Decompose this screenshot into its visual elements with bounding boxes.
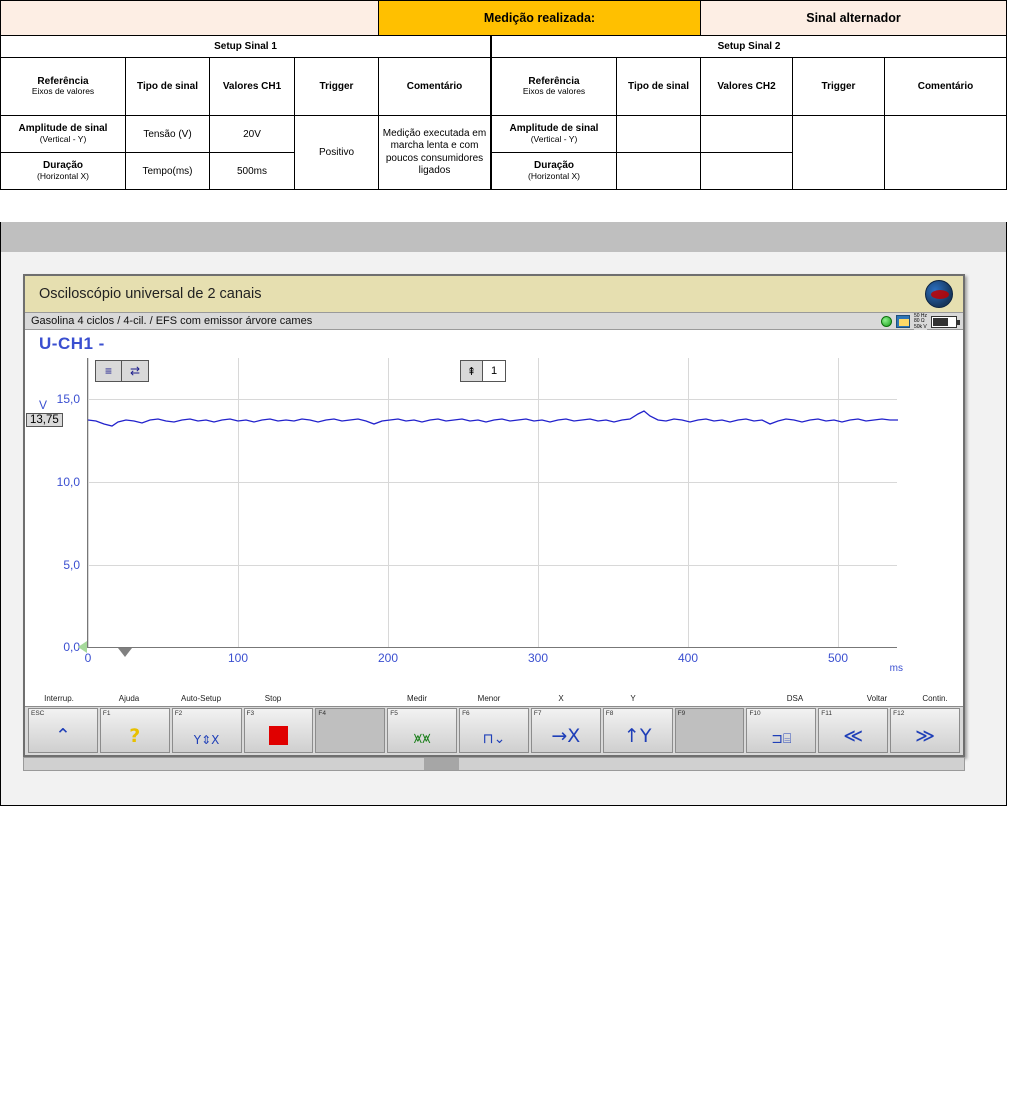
save-icon[interactable]: [896, 315, 910, 328]
key-fn-label: F8: [605, 710, 614, 717]
key-interrupt[interactable]: [28, 708, 98, 753]
setup1-row1-label-sub: (Horizontal X): [37, 170, 89, 181]
waveform-trace: [88, 358, 898, 648]
plot-area: [30, 358, 903, 674]
measure-waveform-icon: ⩙⩙: [413, 729, 431, 747]
key-smaller[interactable]: [459, 708, 529, 753]
setup-tables: [0, 35, 1007, 190]
square-wave-down-icon: ⊓⌄: [482, 731, 506, 747]
softkey-label: Voltar: [866, 694, 888, 703]
setup1-trigger-value: Positivo: [295, 116, 379, 190]
x-tick-label: 200: [377, 651, 399, 665]
key-fn-label: F1: [102, 710, 111, 717]
scope-title-bar: [25, 276, 963, 312]
softkey-label: Ajuda: [118, 694, 140, 703]
scope-scrollbar[interactable]: [23, 757, 965, 771]
setup1-header-values: Valores CH1: [210, 58, 295, 116]
setup1-title: Setup Sinal 1: [1, 36, 491, 58]
key-help[interactable]: [100, 708, 170, 753]
setup1-row0-signal-type: Tensão (V): [126, 116, 210, 153]
x-tick-label: 400: [677, 651, 699, 665]
time-cursor-marker-icon[interactable]: [118, 648, 132, 657]
auto-setup-icon: Y⇕X: [193, 733, 220, 747]
trigger-channel-value: 1: [483, 361, 505, 381]
measurement-label: Medição realizada:: [379, 1, 701, 35]
key-fn-label: ESC: [31, 710, 45, 717]
separator-band: [0, 222, 1007, 252]
y-tick-label: 0,0: [63, 640, 80, 654]
setup2-trigger-value: [793, 116, 885, 190]
scope-title: Osciloscópio universal de 2 canais: [39, 286, 262, 302]
scope-subtitle-bar: [25, 312, 963, 330]
setup2-row1-signal-type: [617, 153, 701, 190]
bosch-logo-icon: [925, 280, 953, 308]
key-fn-label: F9: [677, 710, 686, 717]
setup1-comment-value: Medição executada em marcha lenta e com poucos consumidores ligados: [379, 116, 491, 190]
key-dsa[interactable]: [746, 708, 816, 753]
level-cursor-marker-icon[interactable]: [78, 641, 87, 653]
setup2-header-trigger: Trigger: [793, 58, 885, 116]
key-y[interactable]: [603, 708, 673, 753]
softkey-label: Auto-Setup: [180, 694, 222, 703]
setup2-title: Setup Sinal 2: [492, 36, 1007, 58]
setup1-row1-label-main: Duração: [42, 160, 83, 172]
key-fn-label: F7: [533, 710, 542, 717]
softkey-label: Contin.: [922, 694, 948, 703]
setup1-header-reference-sub: Eixos de valores: [31, 86, 95, 97]
setup2-header-reference-sub: Eixos de valores: [522, 86, 586, 97]
setup2-row0-label-main: Amplitude de sinal: [509, 123, 599, 135]
measurement-info-icon: [914, 314, 927, 330]
softkey-label: X: [558, 694, 564, 703]
softkey-label-row: [25, 694, 963, 706]
key-stop[interactable]: [244, 708, 314, 753]
setup1-row0-value: 20V: [210, 116, 295, 153]
x-tick-label: 500: [827, 651, 849, 665]
table-row: [492, 116, 1007, 153]
key-fn-label: F3: [246, 710, 255, 717]
setup-signal-2-table: [491, 35, 1007, 190]
y-tick-label: 5,0: [63, 558, 80, 573]
setup1-header-trigger: Trigger: [295, 58, 379, 116]
scrollbar-thumb[interactable]: [424, 758, 459, 770]
key-fn-label: F10: [749, 710, 761, 717]
setup2-row0-value: [701, 116, 793, 153]
softkey-bar: [25, 706, 963, 755]
x-axis-unit: ms: [889, 663, 903, 674]
setup2-comment-value: [885, 116, 1007, 190]
scope-plot-body: [25, 330, 963, 710]
setup1-row1-signal-type: Tempo(ms): [126, 153, 210, 190]
setup2-row0-label-sub: (Vertical - Y): [530, 133, 578, 144]
softkey-label: Stop: [264, 694, 282, 703]
setup2-header-reference: [492, 58, 617, 116]
setup2-header-comment: Comentário: [885, 58, 1007, 116]
signal-label: Sinal alternador: [701, 1, 1006, 35]
cursor-value-readout: 13,75: [26, 413, 63, 427]
key-f4-disabled: [315, 708, 385, 753]
setup1-row0-label: [1, 116, 126, 153]
key-measure[interactable]: [387, 708, 457, 753]
table-row: [1, 116, 491, 153]
oscilloscope-window: [23, 274, 965, 757]
x-tick-label: 0: [84, 651, 92, 665]
chevron-right-double-icon: ≫: [915, 725, 935, 747]
setup2-header-values: Valores CH2: [701, 58, 793, 116]
key-fn-label: F4: [318, 710, 326, 717]
setup1-header-signal-type: Tipo de sinal: [126, 58, 210, 116]
softkey-label: Interrup.: [44, 694, 74, 703]
softkey-label: DSA: [786, 694, 804, 703]
setup2-header-reference-main: Referência: [528, 75, 580, 87]
setup2-row0-signal-type: [617, 116, 701, 153]
key-fn-label: F5: [390, 710, 398, 717]
scope-status-icons: [881, 314, 957, 330]
key-fn-label: F2: [174, 710, 183, 717]
setup2-row0-label: [492, 116, 617, 153]
setup2-header-signal-type: Tipo de sinal: [617, 58, 701, 116]
setup-signal-1-table: [0, 35, 491, 190]
stop-square-icon: [269, 726, 288, 745]
key-x[interactable]: [531, 708, 601, 753]
question-mark-icon: ?: [129, 725, 141, 747]
y-tick-label: 10,0: [56, 475, 80, 490]
invert-icon[interactable]: ⇄: [129, 364, 141, 378]
dsa-icon: ⊐⌸: [771, 731, 792, 747]
key-fn-label: F6: [462, 710, 470, 717]
trigger-slope-icon[interactable]: ⇞: [461, 361, 483, 381]
setup1-row1-value: 500ms: [210, 153, 295, 190]
channel-label: U-CH1 -: [39, 334, 105, 353]
setup2-row1-label-main: Duração: [533, 160, 574, 172]
setup2-row1-label-sub: (Horizontal X): [528, 170, 580, 181]
setup1-row0-label-main: Amplitude de sinal: [18, 123, 108, 135]
info-line-3: 50k V: [913, 323, 927, 330]
x-tick-label: 300: [527, 651, 549, 665]
key-fn-label: F12: [893, 710, 905, 717]
y-tick-label: 15,0: [56, 392, 80, 407]
device-screenshot-area: [0, 252, 1007, 806]
info-line-1: 50 Hz: [913, 313, 927, 319]
scope-subtitle: Gasolina 4 ciclos / 4-cil. / EFS com emissor árvore cames: [31, 315, 313, 327]
setup1-header-comment: Comentário: [379, 58, 491, 116]
softkey-label: Y: [630, 694, 636, 703]
info-line-2: 80 Ω: [913, 318, 925, 325]
top-header-bar: [0, 0, 1007, 35]
x-tick-label: 100: [227, 651, 249, 665]
chevron-up-double-icon: ⌃: [54, 725, 71, 747]
arrow-to-x-icon: →X: [551, 725, 581, 747]
chevron-left-double-icon: ≪: [843, 725, 864, 747]
arrow-to-y-icon: ↑Y: [623, 725, 652, 747]
key-f9-disabled: [675, 708, 745, 753]
setup2-row1-label: [492, 153, 617, 190]
setup1-header-reference-main: Referência: [37, 75, 89, 87]
key-continue[interactable]: [890, 708, 960, 753]
setup1-row0-label-sub: (Vertical - Y): [39, 133, 87, 144]
key-auto-setup[interactable]: [172, 708, 242, 753]
key-fn-label: F11: [821, 710, 832, 717]
header-blank-cell: [1, 1, 379, 35]
softkey-label: Medir: [406, 694, 428, 703]
coupling-icon[interactable]: ≡: [96, 361, 122, 381]
softkey-label: Menor: [477, 694, 501, 703]
key-back[interactable]: [818, 708, 888, 753]
setup1-row1-label: [1, 153, 126, 190]
battery-icon: [931, 316, 957, 328]
setup2-row1-value: [701, 153, 793, 190]
setup1-header-reference: [1, 58, 126, 116]
green-led-icon: [881, 316, 892, 327]
y-axis-unit: V: [39, 398, 48, 412]
